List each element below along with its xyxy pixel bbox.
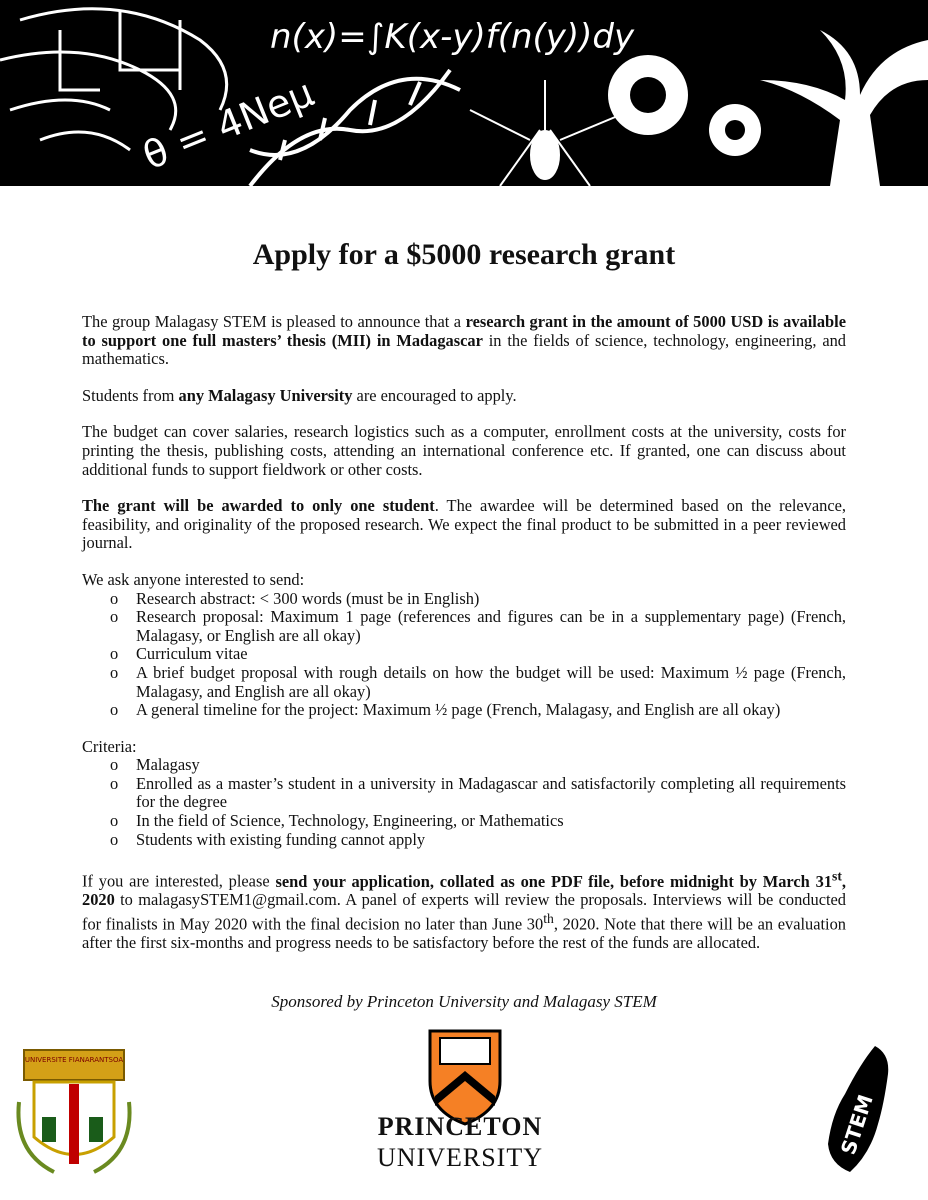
list-item: o A general timeline for the project: Maximum ½ page (French, Malagasy, and English are all okay) bbox=[82, 701, 846, 720]
header-banner bbox=[0, 0, 928, 186]
announcement-body bbox=[82, 313, 846, 971]
sponsor-line: Sponsored by Princeton University and Malagasy STEM bbox=[271, 992, 657, 1011]
closing-paragraph: If you are interested, please send your application, collated as one PDF file, before midnight by March 31st, 2020 to malagasySTEM1@gmail.com. A panel of experts will review the proposals. Interviews will be conducted for finalists in May 2020 with the final decision no later than June 30th, 2020. Note that there will be an evaluation after the first six-months and progress needs to be satisfactory before the rest of the funds are allocated. bbox=[82, 868, 846, 952]
baobab-tree-icon bbox=[760, 30, 928, 186]
eligibility-paragraph: Students from any Malagasy University are encouraged to apply. bbox=[82, 385, 517, 405]
fianarantsoa-logo bbox=[14, 1042, 134, 1180]
list-item: o A brief budget proposal with rough details on how the budget will be used: Maximum ½ page (French, Malagasy, and English are all okay) bbox=[82, 664, 846, 701]
equation-text: θ = 4Neμ bbox=[136, 70, 320, 179]
send-lead: We ask anyone interested to send: bbox=[82, 569, 305, 589]
criteria-lead: Criteria: bbox=[82, 736, 137, 756]
mosquito-icon bbox=[470, 80, 620, 186]
stem-text: STEM bbox=[835, 1091, 878, 1158]
intro-paragraph: The group Malagasy STEM is pleased to announce that a research grant in the amount of 5000 USD is available to support one full masters’ thesis (MII) in Madagascar in the fields of science, technology, engineering, and mathematics. bbox=[82, 312, 846, 369]
list-item: o Curriculum vitae bbox=[82, 645, 846, 664]
princeton-wordmark bbox=[340, 1112, 580, 1174]
award-paragraph: The grant will be awarded to only one student. The awardee will be determined based on the relevance, feasibility, and originality of the proposed research. We expect the final product to be submitted in a peer reviewed journal. bbox=[82, 496, 846, 553]
stem-madagascar-logo bbox=[820, 1044, 900, 1174]
formula-text: n(x)=∫K(x-y)f(n(y))dy bbox=[270, 17, 635, 57]
gear-icon bbox=[608, 55, 761, 156]
criteria-list bbox=[82, 756, 846, 849]
list-item: o Research proposal: Maximum 1 page (references and figures can be in a supplementary page) (French, Malagasy, or English are all okay) bbox=[82, 608, 846, 645]
princeton-line1: PRINCETON bbox=[377, 1112, 543, 1141]
list-item: o In the field of Science, Technology, Engineering, or Mathematics bbox=[82, 812, 846, 831]
list-item: o Students with existing funding cannot apply bbox=[82, 831, 846, 850]
banner-art bbox=[0, 0, 928, 186]
send-list bbox=[82, 590, 846, 720]
budget-paragraph: The budget can cover salaries, research logistics such as a computer, enrollment costs at the university, costs for printing the thesis, publishing costs, attending an international conference etc. If granted, one can discuss about additional funds to support fieldwork or other costs. bbox=[82, 422, 846, 479]
page-title: Apply for a $5000 research grant bbox=[252, 238, 676, 271]
princeton-shield-icon bbox=[420, 1026, 510, 1126]
princeton-line2: UNIVERSITY bbox=[377, 1143, 543, 1172]
list-item: o Research abstract: < 300 words (must be in English) bbox=[82, 590, 846, 609]
list-item: o Malagasy bbox=[82, 756, 846, 775]
list-item: o Enrolled as a master’s student in a university in Madagascar and satisfactorily completing all requirements for the degree bbox=[82, 775, 846, 812]
logo-left-text: UNIVERSITE FIANARANTSOA bbox=[24, 1056, 124, 1064]
